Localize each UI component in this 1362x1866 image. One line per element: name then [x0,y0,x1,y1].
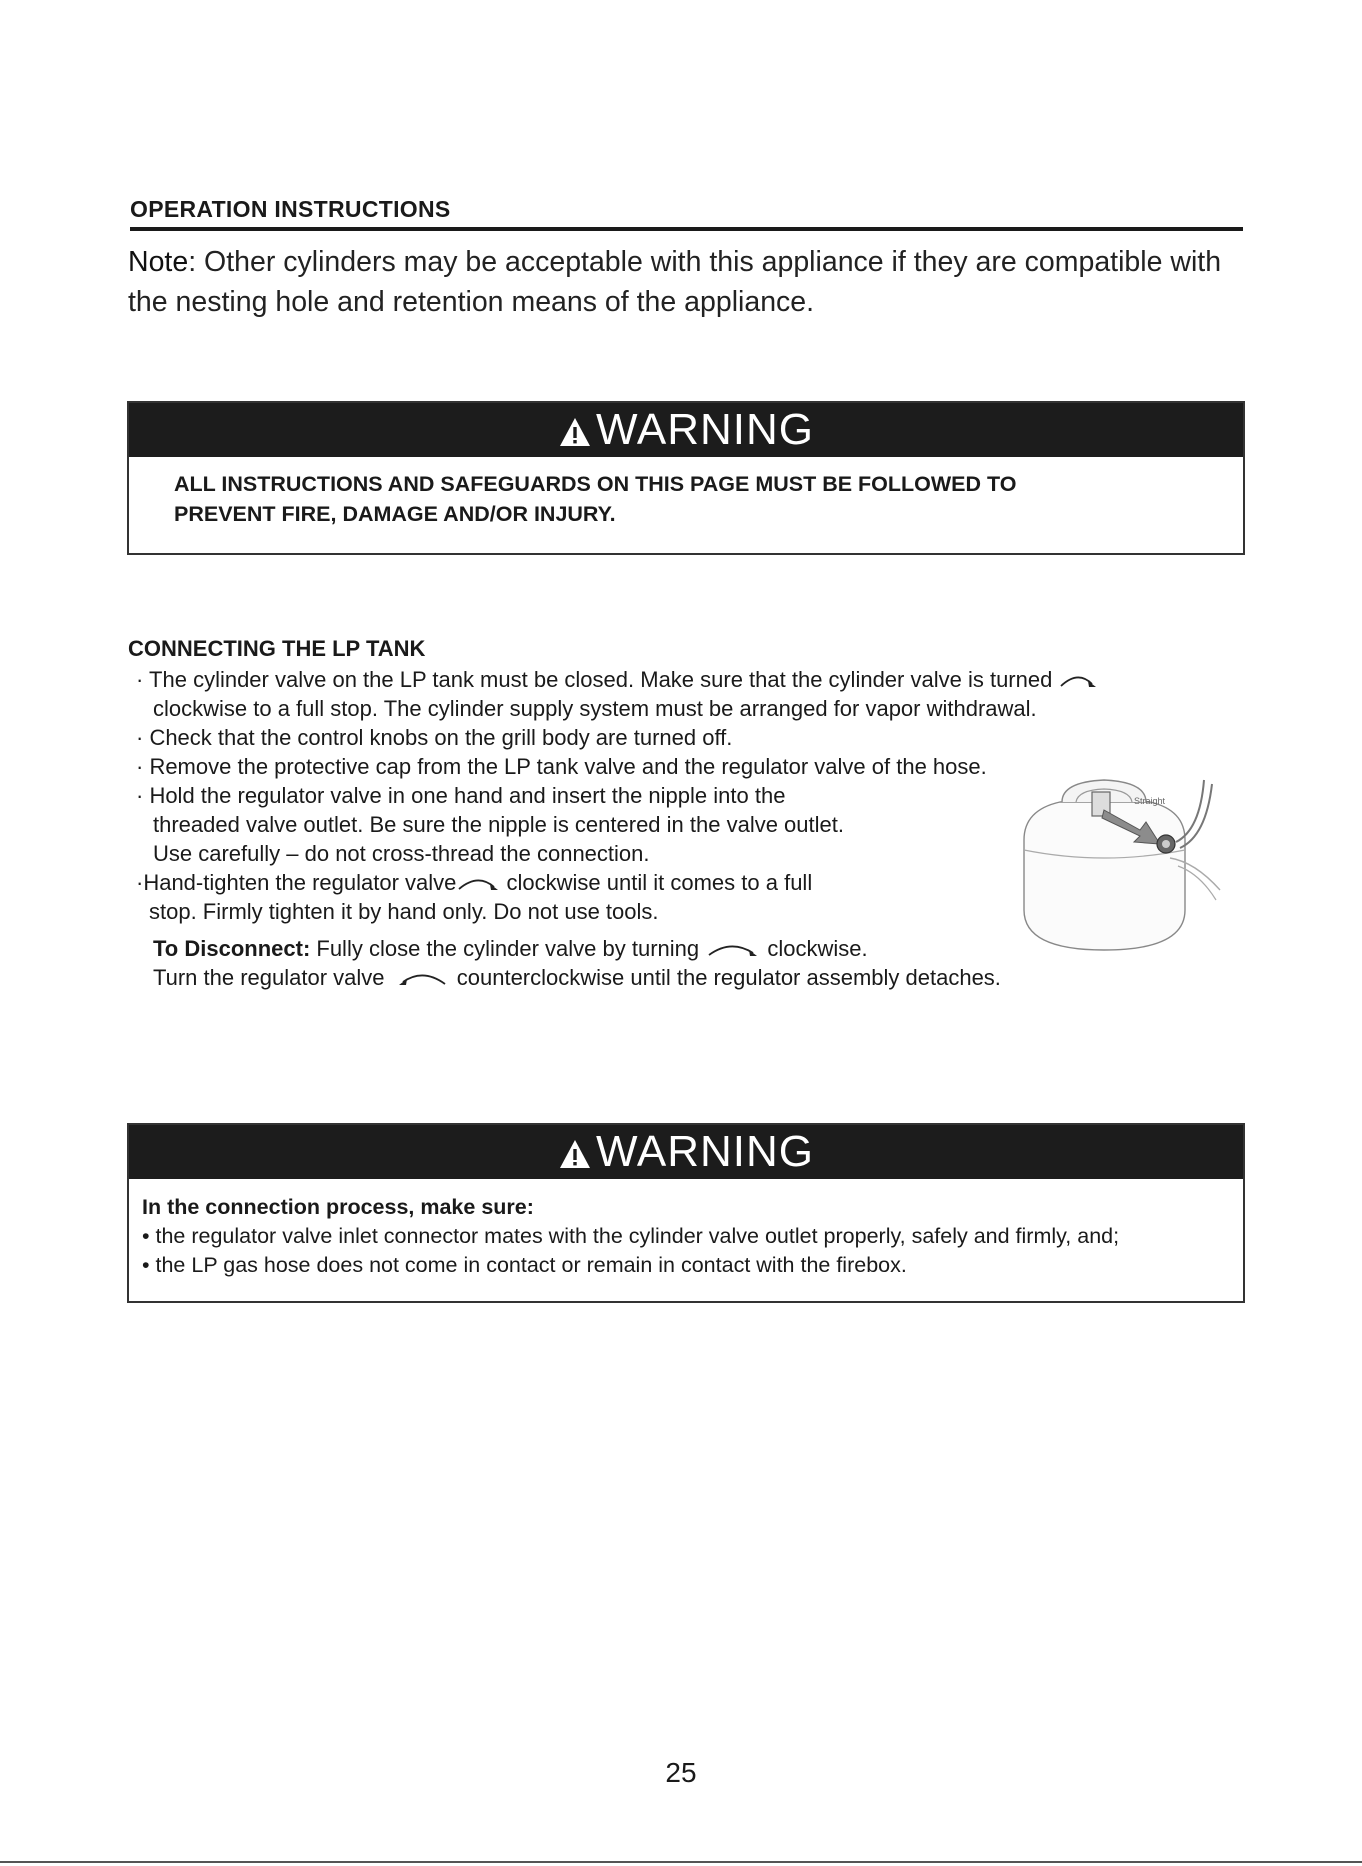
warning-triangle-icon [558,416,592,448]
note-text: : Other cylinders may be acceptable with this appliance if they are compatible with the nesting hole and retention means of the appliance. [128,246,1222,318]
connecting-title: CONNECTING THE LP TANK [128,636,426,661]
disconnect-text: Turn the regulator valve [153,965,391,990]
bottom-rule [0,1861,1362,1863]
page-number: 25 [665,1757,697,1788]
warning-title: WARNING [595,405,815,454]
disconnect-text: clockwise. [761,936,868,961]
clockwise-arc-icon [456,875,500,893]
disconnect-label: To Disconnect: [153,936,311,961]
step-text: ·Hand-tighten the regulator valve [136,870,457,895]
warning-intro: In the connection process, make sure: [142,1195,534,1219]
figure-label: Straight [1134,796,1166,806]
note-label: Note [128,246,189,278]
warning-body [129,1179,1243,1280]
warning-body-line: ALL INSTRUCTIONS AND SAFEGUARDS ON THIS PAGE MUST BE FOLLOWED TO [174,472,1017,496]
disconnect-text: counterclockwise until the regulator assembly detaches. [450,965,1001,990]
step-text: clockwise until it comes to a full [500,870,813,895]
step-line: · Check that the control knobs on the grill body are turned off. [136,725,733,750]
warning-body [129,457,1243,529]
step-line: · Remove the protective cap from the LP tank valve and the regulator valve of the hose. [136,754,987,779]
counterclockwise-arc-icon [391,970,451,988]
warning-triangle-icon [558,1138,592,1170]
warning-box-connection [127,1123,1245,1303]
step-line: clockwise to a full stop. The cylinder supply system must be arranged for vapor withdrawal. [153,696,1037,721]
clockwise-arc-icon [1058,672,1098,690]
step-line: · Hold the regulator valve in one hand and insert the nipple into the [136,783,786,808]
step-line [136,665,1216,694]
warning-header [129,1125,1243,1179]
lp-tank-illustration [1020,770,1225,960]
step-line: Use carefully – do not cross-thread the connection. [153,841,650,866]
warning-bullet: • the regulator valve inlet connector mates with the cylinder valve outlet properly, safely and firmly, and; [142,1224,1120,1248]
clockwise-arc-icon [705,941,761,959]
section-title: OPERATION INSTRUCTIONS [130,196,1243,231]
lp-tank-drawing [1020,770,1225,960]
disconnect-text: Fully close the cylinder valve by turning [310,936,706,961]
warning-title: WARNING [595,1127,815,1176]
disconnect-instructions [153,934,1001,992]
warning-bullet: • the LP gas hose does not come in contact or remain in contact with the firebox. [142,1253,907,1277]
step-line: stop. Firmly tighten it by hand only. Do not use tools. [149,899,659,924]
warning-box-general [127,401,1245,555]
disconnect-line [153,934,1001,963]
step-text: · The cylinder valve on the LP tank must be closed. Make sure that the cylinder valve is turned [136,667,1053,692]
note-paragraph [128,242,1258,322]
warning-header [129,403,1243,457]
step-line: threaded valve outlet. Be sure the nipple is centered in the valve outlet. [153,812,844,837]
disconnect-line [153,963,1001,992]
warning-body-line: PREVENT FIRE, DAMAGE AND/OR INJURY. [174,502,616,526]
